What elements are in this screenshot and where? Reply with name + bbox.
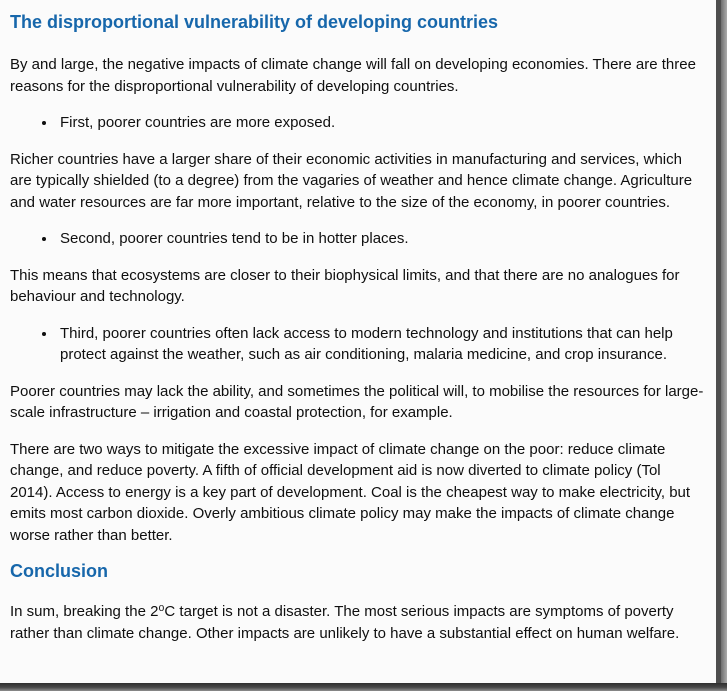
right-edge-gray-strip [721, 0, 727, 691]
paragraph-intro: By and large, the negative impacts of climate change will fall on developing economies. There are three reasons for the disproportional vulnerability of developing countries. [10, 56, 696, 95]
paragraph-resources: Poorer countries may lack the ability, and sometimes the political will, to mobilise the resources for large-scale infrastructure – irrigation and coastal protection, for example. [10, 382, 704, 421]
article-title: The disproportional vulnerability of developing countries [10, 12, 499, 32]
reason-list-first [10, 112, 704, 134]
conclusion-title: Conclusion [10, 561, 108, 581]
window-right-edge [716, 0, 727, 691]
paragraph-mitigation: There are two ways to mitigate the excessive impact of climate change on the poor: reduce climate change, and reduce poverty. A fifth of official development aid is now diverted to climate policy (Tol 2014). Access to energy is a key part of development. Coal is the cheapest way to make electricity, but emits most carbon dioxide. Overly ambitious climate policy may make the impacts of climate change worse rather than better. [10, 440, 691, 544]
reason-item-second: • Second, poorer countries tend to be in hotter places. [57, 228, 704, 250]
reason-item-third: • Third, poorer countries often lack access to modern technology and institutions that can help protect against the weather, such as air conditioning, malaria medicine, and crop insurance. [57, 323, 704, 366]
paragraph-exposure: Richer countries have a larger share of their economic activities in manufacturing and services, which are typically shielded (to a degree) from the vagaries of weather and hence climate change. Agriculture and water resources are far more important, relative to the size of the economy, in poorer countries. [10, 150, 693, 211]
reason-list-third [10, 323, 704, 366]
reason-list-second [10, 228, 704, 250]
reason-item-first: • First, poorer countries are more exposed. [57, 112, 704, 134]
paragraph-hotter-places: This means that ecosystems are closer to their biophysical limits, and that there are no analogues for behaviour and technology. [10, 266, 680, 305]
paragraph-conclusion: In sum, breaking the 2⁰C target is not a disaster. The most serious impacts are symptoms of poverty rather than climate change. Other impacts are unlikely to have a substantial effect on human welfare. [10, 603, 680, 642]
window-bottom-bar [0, 683, 727, 691]
